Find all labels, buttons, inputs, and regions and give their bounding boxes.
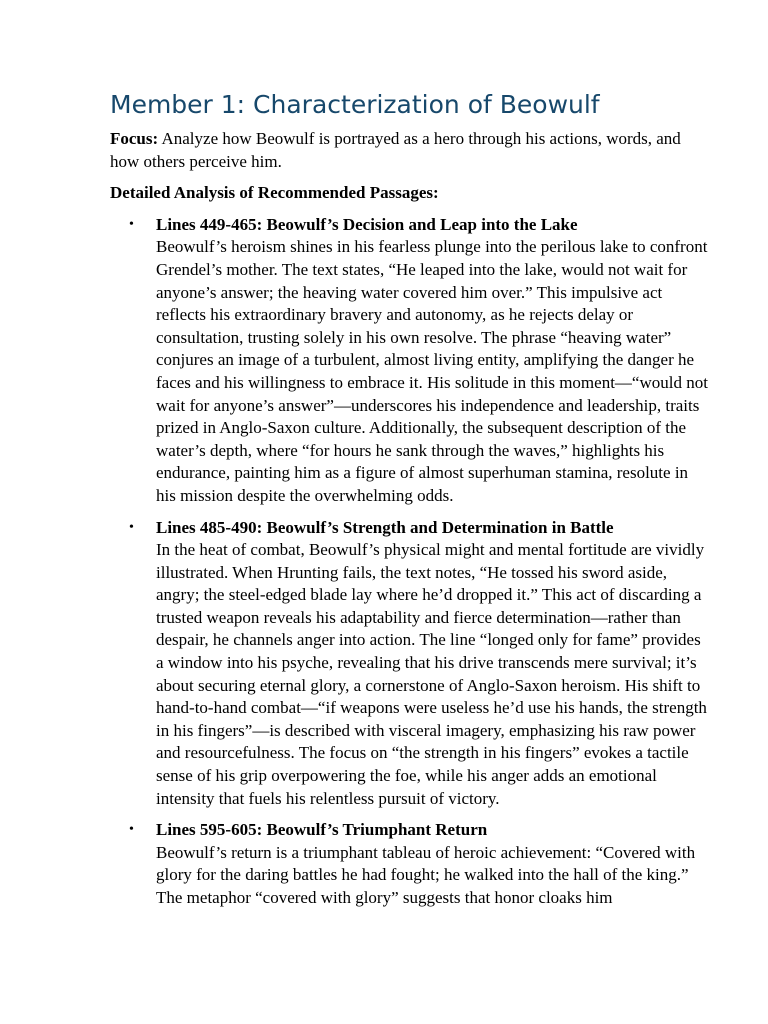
bullet-icon: • <box>129 822 134 838</box>
list-item <box>110 517 712 811</box>
list-item <box>110 819 712 909</box>
passage-title: Lines 449-465: Beowulf’s Decision and Leap into the Lake <box>156 214 578 234</box>
focus-paragraph <box>110 128 712 173</box>
section-heading: Detailed Analysis of Recommended Passages: <box>110 183 439 203</box>
bullet-icon: • <box>129 216 134 232</box>
passage-list <box>110 214 712 910</box>
passage-body: In the heat of combat, Beowulf’s physical might and mental fortitude are vividly illustrated. When Hrunting fails, the text notes, “He tossed his sword aside, angry; the steel-edged blade lay where he’d dropped it.” This act of discarding a trusted weapon reveals his adaptability and fierce determination—rather than despair, he channels anger into action. The line “longed only for fame” provides a window into his psyche, revealing that his drive transcends mere survival; it’s about securing eternal glory, a cornerstone of Anglo-Saxon heroism. His shift to hand-to-hand combat—“if weapons were useless he’d use his hands, the strength in his fingers”—is described with visceral imagery, emphasizing his raw power and resourcefulness. The focus on “the strength in his fingers” evokes a tactile sense of his grip overpowering the foe, while his anger adds an emotional intensity that fuels his relentless pursuit of victory. <box>156 540 707 808</box>
focus-label: Focus: <box>110 129 159 148</box>
passage-title: Lines 485-490: Beowulf’s Strength and Determination in Battle <box>156 517 614 537</box>
focus-text: Analyze how Beowulf is portrayed as a hero through his actions, words, and how others perceive him. <box>110 129 681 171</box>
list-item <box>110 214 712 508</box>
page-title: Member 1: Characterization of Beowulf <box>110 90 600 119</box>
bullet-icon: • <box>129 519 134 535</box>
passage-body: Beowulf’s heroism shines in his fearless plunge into the perilous lake to confront Grendel’s mother. The text states, “He leaped into the lake, would not wait for anyone’s answer; the heaving water covered him over.” This impulsive act reflects his extraordinary bravery and autonomy, as he rejects delay or consultation, trusting solely in his own resolve. The phrase “heaving water” conjures an image of a turbulent, almost living entity, amplifying the danger he faces and his willingness to embrace it. His solitude in this moment—“would not wait for anyone’s answer”—underscores his independence and leadership, traits prized in Anglo-Saxon culture. Additionally, the subsequent description of the water’s depth, where “for hours he sank through the waves,” highlights his endurance, painting him as a figure of almost superhuman stamina, resolute in his mission despite the overwhelming odds. <box>156 237 708 505</box>
passage-body: Beowulf’s return is a triumphant tableau of heroic achievement: “Covered with glory for the daring battles he had fought; he walked into the hall of the king.” The metaphor “covered with glory” suggests that honor cloaks him <box>156 842 696 907</box>
passage-title: Lines 595-605: Beowulf’s Triumphant Return <box>156 820 488 840</box>
